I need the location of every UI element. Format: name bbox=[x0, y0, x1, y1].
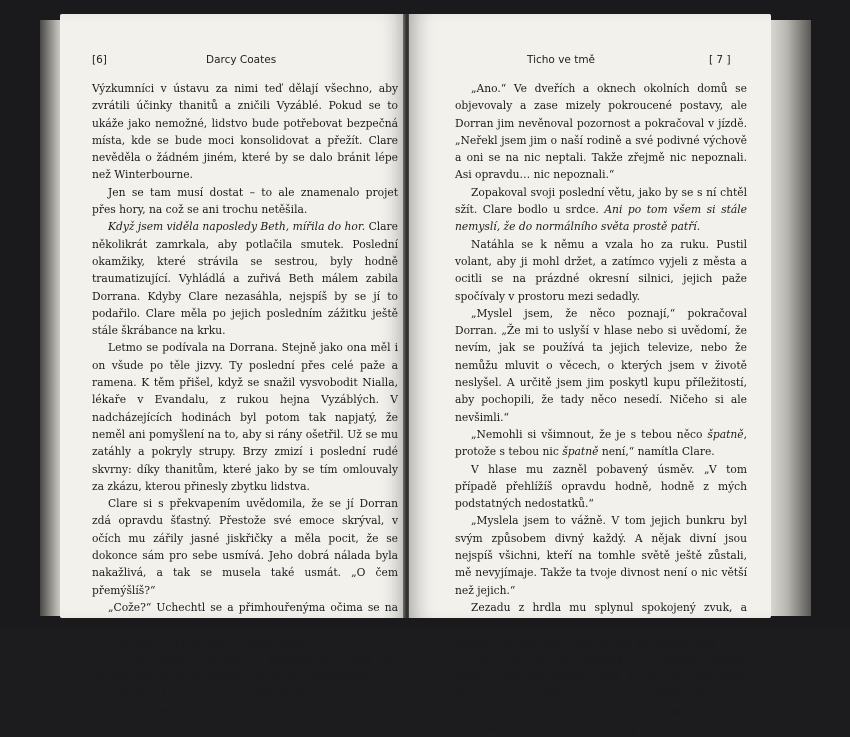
text-run: Jen se tam musí dostat – to ale znamenalo projet přes hory, na což se ani trochu netěšila. bbox=[92, 185, 398, 217]
paragraph bbox=[92, 495, 398, 599]
paragraph bbox=[92, 339, 398, 495]
text-run: Letmo se podívala na Dorrana. Stejně jako ona měl i on všude po těle jizvy. Ty poslední přes celé paže a ramena. K těm přišel, když se snažil vysvobodit Nialla, lékaře v Evandalu, z rukou hejna Vyzáblých. V nadcházejících hodinách byl potom tak napjatý, že neměl ani pomyšlení na to, aby si rány ošetřil. Už se mu zatáhly a pokryly strupy. Brzy zmizí i poslední rudé skvrny: díky thanitům, které jako by se tím omlouvaly za zkázu, kterou přinesly zbytku lidstva. bbox=[92, 341, 398, 493]
right-page bbox=[409, 14, 771, 735]
italic-text: Ani po tom všem si stále nemyslí, že do normálního světa prostě patří. bbox=[455, 203, 747, 234]
right-page-body bbox=[455, 80, 747, 737]
left-page-body bbox=[92, 80, 398, 720]
paragraph bbox=[92, 599, 398, 634]
text-run: Clare si s překvapením uvědomila, že se jí Dorran zdá opravdu šťastný. Přestože své emoce skrýval, v očích mu zářily jasné jiskřičky a měla pocit, že se dokonce sám pro sebe usmívá. Jeho dobrá nálada byla nakažlivá, a tak se musela také usmát. „O čem přemýšlíš?“ bbox=[92, 497, 398, 597]
text-run: „Myslela jsem to vážně. V tom jejich bunkru byl svým způsobem divný každý. A nějak divní jsou nejspíš všichni, kteří na tomhle světě ještě zůstali, mě nevyjímaje. Takže ta tvoje divnost není o nic větší než jejich.“ bbox=[455, 514, 747, 597]
paragraph bbox=[455, 305, 747, 426]
book-edge-left bbox=[40, 20, 62, 616]
paragraph bbox=[455, 184, 747, 236]
text-run: „Cože?“ Uchechtl se a přimhouřenýma očima se na ni podíval. „To před tebou opravdu nic neutajím?“ bbox=[92, 600, 398, 632]
paragraph bbox=[455, 651, 747, 737]
text-run: „Nemohli si všimnout, že je s tebou něco bbox=[471, 427, 708, 441]
left-page-number: [6] bbox=[92, 54, 107, 66]
paragraph bbox=[92, 703, 398, 720]
paragraph bbox=[92, 651, 398, 703]
text-run: Clare několikrát zamrkala, aby potlačila smutek. Poslední okamžiky, které strávila se sestrou, byly hodně traumatizující. Vyhládlá a zuřivá Beth málem zabila Dorrana. Kdyby Clare nezasáhla, nejspíš by se jí to podařilo. Clare měla po jejich posledním zážitku ještě stále škrábance na krku. bbox=[92, 220, 398, 338]
italic-text: špatně bbox=[707, 427, 744, 441]
paragraph bbox=[92, 218, 398, 339]
text-run: „Ano.“ Ve dveřích a oknech okolních domů se objevovaly a zase mizely pokroucené postavy, ale Dorran jim nevěnoval pozornost a pokračoval v jízdě. „Neřekl jsem jim o naší rodině a své podivné výchově a oni se na nic neptali. Takže zřejmě nic nepoznali. Asi opravdu… nic nepoznali.“ bbox=[455, 82, 747, 182]
paragraph bbox=[455, 512, 747, 598]
text-run: Natáhla se k němu a vzala ho za ruku. Pustil volant, aby ji mohl držet, a zatímco vyjeli z města a ocitli se na prázdné okresní silnici, jejich paže spočívaly v prostoru mezi sedadly. bbox=[455, 237, 747, 303]
italic-text: špatně bbox=[562, 445, 599, 459]
text-run: „Tak jako já před tebou,“ odpověděla. bbox=[108, 635, 312, 649]
italic-text: Když jsem viděla naposledy Beth, mířila do hor. bbox=[108, 220, 366, 234]
paragraph bbox=[455, 599, 747, 651]
paragraph bbox=[455, 80, 747, 184]
right-running-head: Ticho ve tmě bbox=[527, 54, 596, 66]
paragraph bbox=[92, 80, 398, 184]
text-run: V hlase mu zazněl pobavený úsměv. „V tom případě přehlížíš opravdu hodně, hodně z mých podstatných nedostatků.“ bbox=[455, 462, 747, 511]
text-run: „Myslíš týmu v Evandalu?“ bbox=[108, 704, 254, 718]
right-page-number: [ 7 ] bbox=[709, 54, 731, 66]
paragraph bbox=[92, 634, 398, 651]
paragraph bbox=[455, 236, 747, 305]
text-run: Zopakoval svoji poslední větu, jako by se s ní chtěl sžít. Clare bodlo u srdce. bbox=[455, 185, 747, 217]
text-run: Zezadu z hrdla mu splynul spokojený zvuk, a přestože už nic neříkal, přejížděl jí drobnými, milými pohyby bříškem palce sem a tam po hřbetě ruky. bbox=[455, 600, 747, 649]
book-edge-right bbox=[771, 20, 811, 616]
left-running-head: Darcy Coates bbox=[206, 54, 277, 66]
paragraph bbox=[92, 184, 398, 219]
text-run: Dorran otočil volantem a pokračoval z lesa dál ulicemi městečka Evandale. „O ničem podstatném. Jen mě napadlo, že jsem se již nezdál divný.“ bbox=[92, 652, 398, 701]
text-run: „Myslel jsem, že něco poznají,“ pokračoval Dorran. „Že mi to uslyší v hlase nebo si uvědomí, že nevím, jak se používá ta jejich televize, nebo že nemůžu mluvit o věcech, o kterých jsem v životě neslyšel. A určitě jsem jim poskytl kupu příležitostí, aby pochopili, že tady něco nesedí. Ničeho si ale nevšimli.“ bbox=[455, 306, 747, 424]
left-page bbox=[60, 14, 406, 718]
text-run: Výzkumníci v ústavu za nimi teď dělají všechno, aby zvrátili účinky thanitů a zničili Vyzáblé. Pokud se to ukáže jako nemožné, lidstvo bude potřebovat bezpečná místa, kde se bude moci konsolidovat a přežít. Clare nevěděla o žádném jiném, které by se dalo bránit lépe než Winterbourne. bbox=[92, 82, 398, 182]
paragraph bbox=[455, 461, 747, 513]
paragraph bbox=[455, 426, 747, 461]
text-run: , protože s tebou nic bbox=[455, 427, 747, 459]
text-run: Clare na něj dál netlačila. Byl šťastný. Většinu týdne v bunkru strávil, aniž by si jeho obyvatelé všimli, že nepochází ze stejného prostředí jako oni. A i když to Clare nepřišlo nikterak překvapivé – anebo jí pramálo záleželo na tom, kdyby na bbox=[455, 652, 747, 735]
text-run: není,“ namítla Clare. bbox=[598, 445, 715, 459]
